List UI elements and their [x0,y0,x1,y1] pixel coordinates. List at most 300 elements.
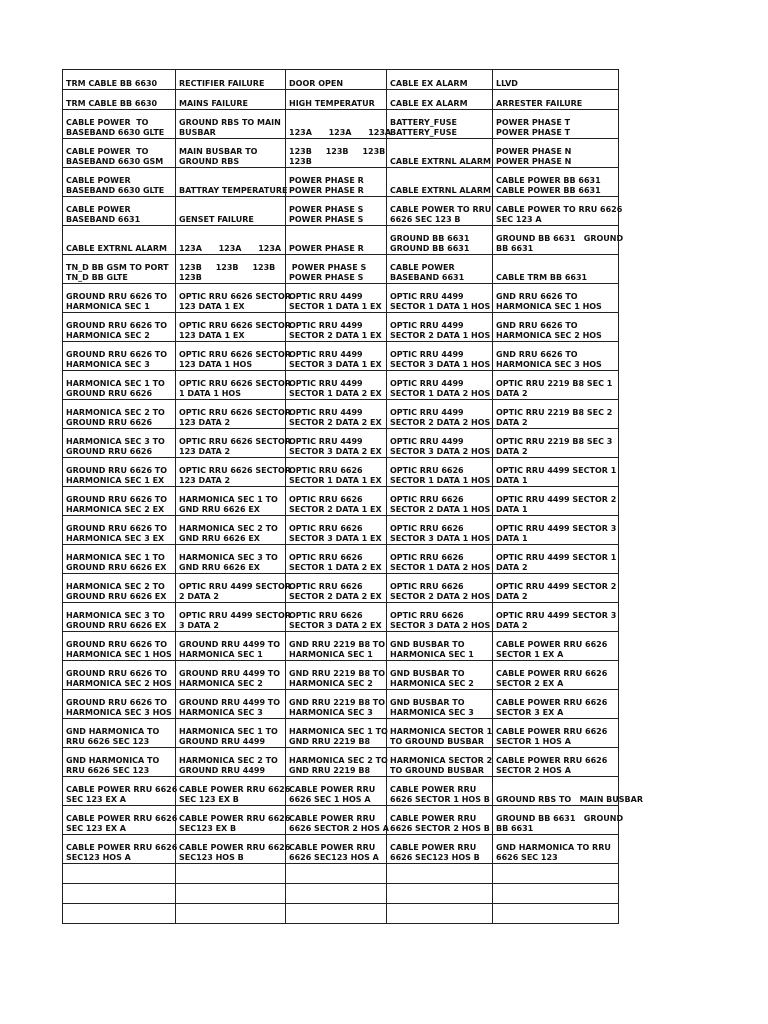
table-cell [63,458,176,487]
table-cell [286,110,392,139]
table-cell [387,400,493,429]
cell-text: HARMONICA SEC 3 TO GROUND RRU 6626 [66,437,165,456]
table-cell [63,400,176,429]
cell-text: OPTIC RRU 4499 SECTOR 2 DATA 2 HOS [390,408,491,427]
table-cell [387,835,493,864]
cell-text: POWER PHASE N POWER PHASE N [496,147,572,166]
cell-text: CABLE POWER RRU 6626 SEC123 HOS A [289,843,379,862]
table-cell [493,516,619,545]
table-cell [286,904,387,924]
table-cell [286,226,387,255]
cell-text: GROUND RRU 6626 TO HARMONICA SEC 1 HOS [66,640,172,659]
cell-text: GROUND RRU 6626 TO HARMONICA SEC 2 [66,321,168,340]
cell-text: OPTIC RRU 6626 SECTOR 3 DATA 2 HOS [390,611,491,630]
cell-text: TRM CABLE BB 6630 [66,79,158,88]
table-cell [176,139,286,168]
table-cell [493,226,624,255]
table-cell [286,884,387,904]
cell-text: CABLE POWER RRU 6626 SEC123 HOS A [66,843,178,862]
cell-text: CABLE POWER RRU 6626 SEC123 HOS B [390,843,480,862]
cell-text: HARMONICA SEC 2 TO GND RRU 2219 B8 [289,756,388,775]
cell-text: HARMONICA SEC 1 TO GROUND RRU 6626 [66,379,165,398]
table-cell [493,371,619,400]
table-cell [63,487,176,516]
table-cell [286,835,387,864]
table-cell [387,719,493,748]
table-cell [63,226,176,255]
table-cell [176,110,286,139]
table-cell [387,487,493,516]
table-cell [286,632,387,661]
table-cell [63,255,176,284]
table-cell [387,284,493,313]
cell-text: CABLE POWER TO RRU 6626 SEC 123 B [390,205,492,224]
table-cell [493,835,619,864]
table-cell [286,70,387,90]
table-row [63,168,619,197]
table-cell [493,719,619,748]
cell-text: OPTIC RRU 2219 B8 SEC 1 DATA 2 [496,379,613,398]
table-cell [493,545,619,574]
table-cell [387,226,493,255]
table-cell [286,487,387,516]
cell-text: BATTERY_FUSE BATTERY_FUSE [390,118,457,137]
cell-text: OPTIC RRU 4499 SECTOR 3 DATA 2 HOS [390,437,491,456]
table-cell [493,690,619,719]
table-row [63,719,619,748]
table-cell [286,603,387,632]
table-row [63,864,619,884]
cell-text: GENSET FAILURE [179,215,254,224]
table-cell [493,806,624,835]
table-cell [176,690,286,719]
cell-text: MAINS FAILURE [179,99,249,108]
table-row [63,777,619,806]
cell-text: 123A 123A 123A [289,128,392,137]
cell-text: OPTIC RRU 6626 SECTOR 123 DATA 2 [179,437,291,456]
cell-text: CABLE POWER BB 6631 CABLE POWER BB 6631 [496,176,601,195]
cell-text: CABLE POWER BASEBAND 6631 [66,205,141,224]
table-cell [176,70,286,90]
table-cell [387,168,493,197]
table-cell [387,458,493,487]
table-cell [493,197,623,226]
table-cell [387,255,493,284]
table-cell [387,748,493,777]
cell-text: CABLE POWER RRU 6626 SECTOR 2 HOS A [289,814,389,833]
table-cell [387,139,493,168]
table-row [63,904,619,924]
table-row [63,197,619,226]
table-cell [63,284,176,313]
cell-text: GROUND RRU 4499 TO HARMONICA SEC 3 [179,698,281,717]
table-cell [286,748,387,777]
cell-text: GND HARMONICA TO RRU 6626 SEC 123 [496,843,611,862]
cell-text: GROUND RRU 6626 TO HARMONICA SEC 3 [66,350,168,369]
table-row [63,487,619,516]
table-cell [493,70,619,90]
cell-text: OPTIC RRU 4499 SECTOR 2 DATA 2 EX [289,408,382,427]
table-cell [493,777,643,806]
table-cell [63,197,176,226]
table-row [63,429,619,458]
table-cell [63,574,176,603]
table-cell [286,400,387,429]
cell-text: DOOR OPEN [289,79,344,88]
table-row [63,139,619,168]
table-cell [493,400,619,429]
table-cell [387,342,493,371]
table-cell [387,313,493,342]
cell-text: GND BUSBAR TO HARMONICA SEC 3 [390,698,474,717]
cell-text: CABLE POWER RRU 6626 SECTOR 1 HOS B [390,785,490,804]
cell-text: BATTRAY TEMPERATURE [179,186,288,195]
table-cell [493,458,619,487]
cell-text: CABLE EX ALARM [390,99,468,108]
cell-text: OPTIC RRU 4499 SECTOR 1 DATA 1 EX [289,292,382,311]
cell-text: CABLE POWER RRU 6626 SEC123 HOS B [179,843,291,862]
table-cell [63,139,176,168]
table-cell [387,516,493,545]
table-cell [286,661,387,690]
table-cell [387,545,493,574]
cell-text: HARMONICA SEC 1 TO GROUND RRU 4499 [179,727,278,746]
table-cell [493,661,619,690]
cell-text: OPTIC RRU 4499 SECTOR 2 DATA 1 HOS [390,321,491,340]
cell-text: TRM CABLE BB 6630 [66,99,158,108]
cell-text: CABLE POWER BASEBAND 6630 GLTE [66,176,165,195]
cell-text: GND RRU 6626 TO HARMONICA SEC 3 HOS [496,350,602,369]
cell-text: GROUND RRU 6626 TO HARMONICA SEC 3 HOS [66,698,172,717]
table-cell [176,487,286,516]
cell-text: GROUND RBS TO MAIN BUSBAR [496,795,643,804]
cell-text: HARMONICA SECTOR 2 TO GROUND BUSBAR [390,756,493,775]
table-cell [176,90,286,110]
cell-text: CABLE TRM BB 6631 [496,273,588,282]
table-cell [63,313,176,342]
table-cell [387,197,493,226]
cell-text: CABLE POWER RRU 6626 SEC 1 HOS A [289,785,376,804]
table-row [63,400,619,429]
table-cell [176,168,286,197]
table-cell [387,371,493,400]
cell-text: OPTIC RRU 6626 SECTOR 3 DATA 2 EX [289,611,382,630]
cell-text: GROUND RRU 6626 TO HARMONICA SEC 2 EX [66,495,168,514]
cell-text: OPTIC RRU 6626 SECTOR 1 DATA 1 HOS [179,379,291,398]
cell-text: GROUND RRU 6626 TO HARMONICA SEC 1 [66,292,168,311]
cell-text: GND BUSBAR TO HARMONICA SEC 2 [390,669,474,688]
cell-text: OPTIC RRU 4499 SECTOR 2 DATA 1 EX [289,321,382,340]
table-cell [176,284,291,313]
table-cell [176,719,286,748]
cell-text: GROUND BB 6631 GROUND BB 6631 [390,234,470,253]
cell-text: GND RRU 6626 TO HARMONICA SEC 1 HOS [496,292,602,311]
cell-text: OPTIC RRU 4499 SECTOR 3 DATA 2 [496,611,617,630]
cell-text: GROUND RRU 6626 TO HARMONICA SEC 3 EX [66,524,168,543]
table-cell [286,516,387,545]
table-cell [286,458,387,487]
table-cell [387,574,493,603]
table-cell [493,574,619,603]
table-cell [176,884,286,904]
cell-text: HARMONICA SEC 2 TO GROUND RRU 6626 EX [66,582,167,601]
table-cell [63,748,176,777]
table-cell [286,864,387,884]
cell-text: OPTIC RRU 4499 SECTOR 1 DATA 2 [496,553,617,572]
cell-text: CABLE EX ALARM [390,79,468,88]
table-cell [286,313,387,342]
table-cell [286,168,387,197]
cell-text: CABLE POWER TO BASEBAND 6630 GSM [66,147,164,166]
table-cell [286,574,387,603]
table-cell [63,90,176,110]
table-cell [286,255,387,284]
table-row [63,603,619,632]
table-cell [387,904,493,924]
table-row [63,516,619,545]
table-cell [63,661,176,690]
table-cell [493,168,619,197]
table-cell [63,690,176,719]
cell-text: POWER PHASE S POWER PHASE S [289,263,367,282]
table-cell [176,371,291,400]
cell-text: GND HARMONICA TO RRU 6626 SEC 123 [66,756,160,775]
table-cell [176,342,291,371]
cell-text: OPTIC RRU 2219 B8 SEC 3 DATA 2 [496,437,613,456]
cell-text: OPTIC RRU 4499 SECTOR 2 DATA 1 [496,495,617,514]
table-cell [176,400,291,429]
table-cell [176,545,286,574]
cell-text: OPTIC RRU 6626 SECTOR 2 DATA 1 EX [289,495,382,514]
cell-text: OPTIC RRU 6626 SECTOR 1 DATA 2 HOS [390,553,491,572]
table-row [63,690,619,719]
table-row [63,748,619,777]
cell-text: 123B 123B 123B 123B [179,263,276,282]
table-cell [286,806,387,835]
cell-text: GROUND RBS TO MAIN BUSBAR [179,118,281,137]
cell-text: CABLE POWER RRU 6626 SEC123 EX B [179,814,291,833]
cell-text: OPTIC RRU 4499 SECTOR 1 DATA 1 HOS [390,292,491,311]
cell-text: OPTIC RRU 4499 SECTOR 1 DATA 2 HOS [390,379,491,398]
table-cell [387,110,493,139]
table-cell [493,313,619,342]
table-cell [63,516,176,545]
table-row [63,342,619,371]
cell-text: OPTIC RRU 6626 SECTOR 1 DATA 1 HOS [390,466,491,485]
table-cell [387,661,493,690]
table-cell [176,197,286,226]
table-cell [387,777,493,806]
cell-text: HARMONICA SEC 3 TO GROUND RRU 6626 EX [66,611,167,630]
table-cell [493,884,619,904]
table-row [63,884,619,904]
table-cell [63,806,176,835]
cell-text: MAIN BUSBAR TO GROUND RBS [179,147,258,166]
cell-text: OPTIC RRU 6626 SECTOR 123 DATA 1 HOS [179,350,291,369]
table-cell [63,545,176,574]
alarm-cable-table [62,69,643,924]
cell-text: GND HARMONICA TO RRU 6626 SEC 123 [66,727,160,746]
cell-text: HARMONICA SEC 2 TO GND RRU 6626 EX [179,524,278,543]
table-cell [63,835,176,864]
cell-text: OPTIC RRU 4499 SECTOR 3 DATA 1 [496,524,617,543]
cell-text: OPTIC RRU 4499 SECTOR 2 DATA 2 [496,582,617,601]
table-cell [387,429,493,458]
cell-text: CABLE POWER RRU 6626 SECTOR 1 HOS A [496,727,608,746]
cell-text: CABLE POWER RRU 6626 SEC 123 EX A [66,785,178,804]
table-cell [176,661,286,690]
cell-text: 123A 123A 123A [179,244,282,253]
table-cell [493,632,619,661]
cell-text: CABLE POWER RRU 6626 SECTOR 2 HOS B [390,814,490,833]
cell-text: OPTIC RRU 4499 SECTOR 3 DATA 2 [179,611,291,630]
table-cell [63,70,176,90]
table-row [63,284,619,313]
table-cell [493,342,619,371]
cell-text: OPTIC RRU 6626 SECTOR 2 DATA 1 HOS [390,495,491,514]
cell-text: HARMONICA SEC 1 TO GND RRU 2219 B8 [289,727,388,746]
table-row [63,255,619,284]
cell-text: GND BUSBAR TO HARMONICA SEC 1 [390,640,474,659]
cell-text: GROUND BB 6631 GROUND BB 6631 [496,814,624,833]
table-row [63,226,619,255]
cell-text: GND RRU 2219 B8 TO HARMONICA SEC 3 [289,698,386,717]
table-cell [286,777,387,806]
table-cell [63,904,176,924]
cell-text: POWER PHASE R [289,244,364,253]
cell-text: OPTIC RRU 4499 SECTOR 3 DATA 1 HOS [390,350,491,369]
cell-text: HARMONICA SEC 2 TO GROUND RRU 6626 [66,408,165,427]
table-cell [286,371,387,400]
cell-text: OPTIC RRU 4499 SECTOR 3 DATA 1 EX [289,350,382,369]
table-cell [286,719,387,748]
cell-text: CABLE POWER RRU 6626 SEC 123 EX A [66,814,178,833]
table-cell [493,110,619,139]
cell-text: OPTIC RRU 6626 SECTOR 123 DATA 2 [179,466,291,485]
table-cell [63,777,176,806]
table-cell [63,110,176,139]
cell-text: GND RRU 2219 B8 TO HARMONICA SEC 2 [289,669,386,688]
cell-text: OPTIC RRU 4499 SECTOR 1 DATA 1 [496,466,617,485]
cell-text: OPTIC RRU 6626 SECTOR 123 DATA 1 EX [179,292,291,311]
cell-text: GND RRU 6626 TO HARMONICA SEC 2 HOS [496,321,602,340]
table-cell [493,139,619,168]
table-cell [63,632,176,661]
table-cell [63,884,176,904]
table-cell [387,603,493,632]
cell-text: HARMONICA SEC 1 TO GND RRU 6626 EX [179,495,278,514]
table-row [63,545,619,574]
table-cell [493,864,619,884]
table-cell [176,226,286,255]
cell-text: LLVD [496,79,518,88]
cell-text: OPTIC RRU 6626 SECTOR 1 DATA 2 EX [289,553,382,572]
table-cell [176,574,291,603]
cell-text: GROUND BB 6631 GROUND BB 6631 [496,234,624,253]
table-row [63,110,619,139]
table-cell [176,806,291,835]
table-cell [493,748,619,777]
cell-text: GROUND RRU 6626 TO HARMONICA SEC 2 HOS [66,669,172,688]
cell-text: OPTIC RRU 6626 SECTOR 123 DATA 1 EX [179,321,291,340]
cell-text: OPTIC RRU 6626 SECTOR 3 DATA 1 HOS [390,524,491,543]
cell-text: POWER PHASE T POWER PHASE T [496,118,571,137]
cell-text: POWER PHASE R POWER PHASE R [289,176,364,195]
table-cell [176,748,286,777]
table-cell [286,429,387,458]
cell-text: HARMONICA SEC 1 TO GROUND RRU 6626 EX [66,553,167,572]
table-cell [493,284,619,313]
cell-text: OPTIC RRU 6626 SECTOR 3 DATA 1 EX [289,524,382,543]
table-row [63,90,619,110]
cell-text: GROUND RRU 4499 TO HARMONICA SEC 2 [179,669,281,688]
table-row [63,313,619,342]
table-cell [387,90,493,110]
table-cell [176,632,286,661]
table-cell [387,806,493,835]
cell-text: 123B 123B 123B 123B [289,147,386,166]
table-cell [63,864,176,884]
cell-text: GND RRU 2219 B8 TO HARMONICA SEC 1 [289,640,386,659]
cell-text: RECTIFIER FAILURE [179,79,265,88]
cell-text: HIGH TEMPERATUR [289,99,375,108]
table-cell [176,429,291,458]
table-row [63,632,619,661]
cell-text: TN_D BB GSM TO PORT TN_D BB GLTE [66,263,169,282]
table-row [63,806,619,835]
table-cell [286,90,387,110]
table-cell [493,255,619,284]
cell-text: HARMONICA SEC 2 TO GROUND RRU 4499 [179,756,278,775]
table-cell [176,458,291,487]
cell-text: POWER PHASE S POWER PHASE S [289,205,364,224]
table-cell [63,342,176,371]
table-cell [493,904,619,924]
table-body [63,70,643,924]
table-cell [176,313,291,342]
cell-text: OPTIC RRU 6626 SECTOR 123 DATA 2 [179,408,291,427]
cell-text: CABLE POWER BASEBAND 6631 [390,263,465,282]
cell-text: CABLE POWER RRU 6626 SECTOR 2 HOS A [496,756,608,775]
table-cell [286,197,387,226]
cell-text: OPTIC RRU 6626 SECTOR 2 DATA 2 HOS [390,582,491,601]
table-cell [176,516,286,545]
cell-text: OPTIC RRU 4499 SECTOR 3 DATA 2 EX [289,437,382,456]
cell-text: CABLE EXTRNL ALARM [66,244,167,253]
table-row [63,70,619,90]
cell-text: OPTIC RRU 6626 SECTOR 2 DATA 2 EX [289,582,382,601]
table-row [63,661,619,690]
table-cell [493,90,619,110]
table-cell [286,342,387,371]
cell-text: HARMONICA SECTOR 1 TO GROUND BUSBAR [390,727,493,746]
cell-text: CABLE POWER RRU 6626 SECTOR 3 EX A [496,698,608,717]
table-cell [387,70,493,90]
table-row [63,835,619,864]
cell-text: CABLE EXTRNL ALARM [390,157,491,166]
table-row [63,371,619,400]
cell-text: CABLE POWER TO RRU 6626 SEC 123 A [496,205,623,224]
table-cell [493,429,619,458]
cell-text: CABLE POWER TO BASEBAND 6630 GLTE [66,118,165,137]
cell-text: OPTIC RRU 2219 B8 SEC 2 DATA 2 [496,408,613,427]
table-cell [176,255,286,284]
table-cell [63,603,176,632]
table-cell [387,632,493,661]
table-cell [493,603,619,632]
table-cell [63,719,176,748]
cell-text: CABLE POWER RRU 6626 SECTOR 1 EX A [496,640,608,659]
